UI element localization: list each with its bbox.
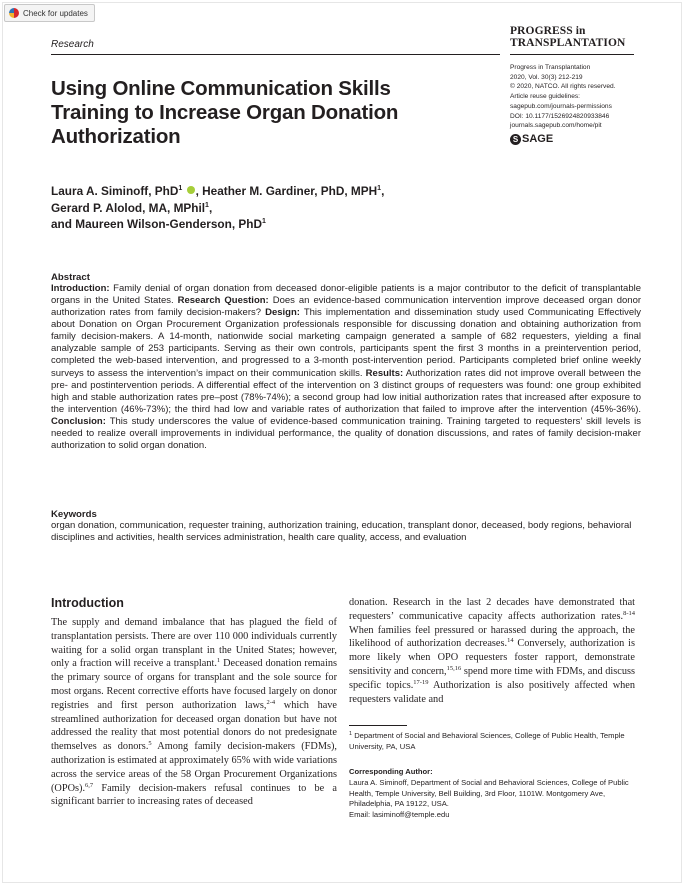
intro-text: Conversely, authorization is more likely when OPO requesters foster rapport, demonstrate sensitivity and concern, [349,638,635,677]
intro-text: Family decision-makers refusal continues to be a significant barrier to increasing rates of deceased [51,782,337,808]
abstract-design: This implementation and dissemination study used Communicating Effectively about Donation on Organ Procurement Organization professionals responsible for discussing donation and obtaining authorization from family decision-makers. A 14-month, nationwide social marketing campaign generated a sample of 682 requesters, yielding a final analyzable sample of 253 participants. Serving as their own controls, participants spent the first 3 months in a preintervention period, completed the web-based intervention, and progressed to a 3-month post-intervention period. Participants completed brief online weekly surveys to assess the intervention’s impact on their communication skills. [51,307,641,379]
citation-link[interactable]: 6,7 [85,781,94,789]
abstract-introduction: Family denial of organ donation from deceased donor-eligible patients is a major contributor to the deficit of transplantable organs in the United States. [51,283,641,307]
abstract-label-conclusion: Conclusion: [51,415,106,427]
affiliation-mark: 1 [205,201,209,209]
author-3: Gerard P. Alolod, MA, MPhil [51,200,206,215]
abstract-research-question: Does an evidence-based communication intervention improve deceased organ donor authorization rates from family decision-makers? [51,295,642,319]
journal-name [510,25,650,49]
abstract-label-research-question: Research Question: [177,295,269,307]
abstract-label-results: Results: [365,367,404,379]
intro-text: When families feel pressured or harassed during the approach, the likelihood of authorization decreases. [349,624,635,650]
citation-link[interactable]: 14 [507,637,514,645]
meta-journal-link[interactable]: journals.sagepub.com/home/pit [510,122,602,130]
corresponding-author-heading: Corresponding Author: [349,767,433,776]
meta-volume: 2020, Vol. 30(3) 212-219 [510,73,583,81]
author-4: Maureen Wilson-Genderson, PhD [75,217,262,231]
keywords-list: organ donation, communication, requester training, authorization training, education, transplant donor, deceased, body regions, behavioral disciplines and activities, health services administration, health care quality, access, and evaluation [51,520,632,543]
corresponding-author [349,778,639,821]
journal-name-line2: TRANSPLANTATION [510,37,626,49]
meta-doi-link[interactable]: DOI: 10.1177/1526924820933846 [510,112,610,120]
check-for-updates-label: Check for updates [23,8,88,18]
corresponding-author-address: Laura A. Siminoff, Department of Social and Behavioral Sciences, College of Public Health, Temple University, Bell Building, 3rd Floor, 1101W. Montgomery Ave, Philadelphia, PA 19122, USA. [349,778,629,809]
intro-text: donation. Research in the last 2 decades have demonstrated that requesters’ communicative capacity affects authorization rates. [349,597,635,622]
body-column-left [51,616,337,809]
crossmark-icon [9,8,19,18]
body-column-right [349,596,635,706]
publisher-name: SAGE [522,133,554,145]
keywords-heading: Keywords [51,509,97,520]
citation-link[interactable]: 8-14 [623,609,635,617]
check-for-updates-button[interactable] [4,4,95,22]
affiliation-mark: 1 [261,218,266,225]
article-title: Using Online Communication Skills Training to Increase Organ Donation Authorization [51,77,399,148]
affiliation-footnote-mark: 1 [349,731,353,737]
sage-logo-icon: S [510,134,521,145]
abstract-body [51,283,641,452]
affiliation-footnote [349,731,639,752]
intro-text: spend more time with FDMs, and discuss specific topics. [349,665,636,691]
citation-link[interactable]: 5 [148,740,152,748]
article-type: Research [51,39,94,50]
intro-text: which have streamlined authorization for deceased organ donation but have not addressed the reality that most potential donors do not predesignate themselves as donors. [51,699,338,753]
meta-journal: Progress in Transplantation [510,64,591,71]
citation-link[interactable]: 15,16 [446,664,462,672]
author-list: Laura A. Siminoff, PhD$^1$ , Heather M. Gardiner, PhD, MPH$^1$, Gerard P. Alolod, MA, MPhil$^1$, and Maureen Wilson-Genderson, PhD$^1$ [51,184,385,231]
footnote-rule [349,725,407,726]
abstract-label-introduction: Introduction: [51,283,110,294]
abstract-heading: Abstract [51,272,90,283]
journal-name-line1: PROGRESS in [510,25,586,37]
author-2: Heather M. Gardiner, PhD, MPH [202,184,378,198]
meta-permissions-link[interactable]: sagepub.com/journals-permissions [510,102,612,110]
orcid-icon[interactable] [187,186,195,194]
meta-copyright: © 2020, NATCO. All rights reserved. [510,83,616,91]
meta-reuse-label: Article reuse guidelines: [510,93,581,101]
abstract-label-design: Design: [265,307,300,319]
journal-rule [510,54,634,55]
citation-link[interactable]: 2-4 [266,698,276,706]
author-and: and [51,217,72,231]
author-1: Laura A. Siminoff, PhD [51,184,179,198]
affiliation-text: Department of Social and Behavioral Sciences, College of Public Health, Temple University, PA, USA [349,731,625,751]
intro-text: Deceased donation remains the primary source of organs for transplant and the sole source for most organs. Recent corrective efforts have focused largely on donor registries and first person authorization laws, [51,658,338,711]
introduction-heading: Introduction [51,596,124,610]
abstract-conclusion: This study underscores the value of evidence-based communication training. Training targeted to requesters’ skill levels is needed to realize overall improvements in individual performance, the quality of donation discussions, and rates of family decision-maker authorization to solid organ donation. [51,415,642,452]
abstract-results: Authorization rates did not improve overall between the pre- and postintervention periods. A differential effect of the intervention on 3 distinct groups of requesters was found: one group exhibited high and stable authorization rates pre–post (78%-74%); a second group had low initial authorization rates that increased after exposure to the intervention (46%-73%); the third had low and variable rates of authorization that failed to improve after the intervention (45%-36%). [51,367,642,415]
citation-link[interactable]: 1 [216,657,221,665]
intro-text: Among family decision-makers (FDMs), authorization is estimated at approximately 65% with wide variations across the service areas of the 58 Organ Procurement Organizations (OPOs). [51,741,337,794]
affiliation-mark: 1 [377,185,382,192]
sage-logo [510,133,553,145]
citation-link[interactable]: 17-19 [413,678,429,686]
intro-text: Authorization is also positively affected when requesters validate and [349,679,636,705]
affiliation-mark: 1 [178,185,183,192]
intro-text: The supply and demand imbalance that has plagued the field of transplantation persists. There are over 110 000 individuals currently waiting for a solid organ transplant in the United States; however, only a fraction will receive a transplant. [51,617,337,670]
corresponding-author-email[interactable]: Email: lasiminoff@temple.edu [349,810,450,820]
header-rule [51,54,500,55]
journal-meta [510,63,660,131]
